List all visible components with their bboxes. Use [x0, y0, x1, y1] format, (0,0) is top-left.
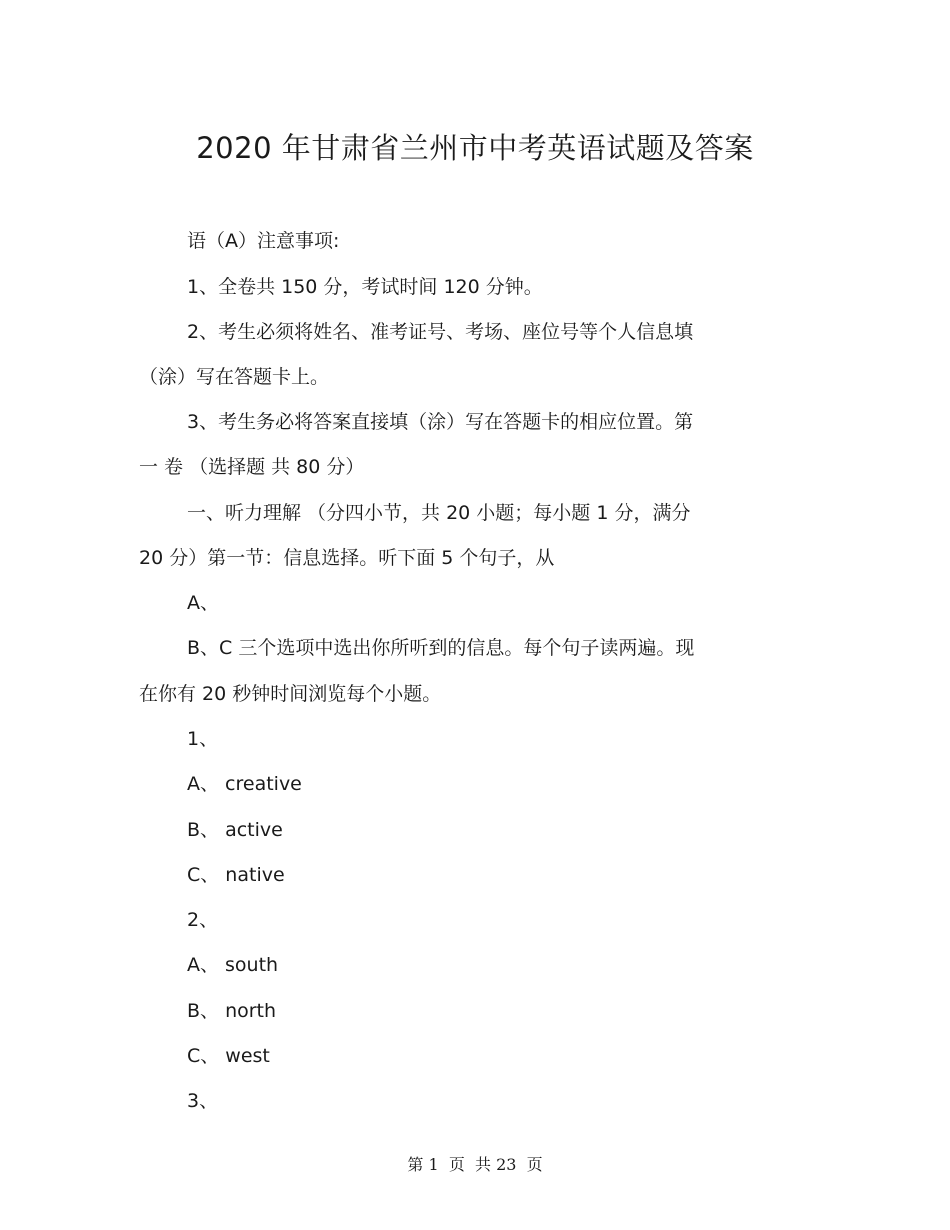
question-number-2: 2、 — [187, 909, 219, 931]
option-label-a: A、 — [187, 592, 219, 614]
listening-heading-cont: 20 分）第一节：信息选择。听下面 5 个句子，从 — [139, 547, 555, 569]
section-volume-heading: 一 卷 （选择题 共 80 分） — [139, 456, 365, 478]
question-number-1: 1、 — [187, 728, 219, 750]
instruction-text-cont: 在你有 20 秒钟时间浏览每个小题。 — [139, 683, 442, 705]
question-1-option-a: A、 creative — [187, 773, 302, 795]
question-2-option-b: B、 north — [187, 1000, 277, 1022]
page-footer: 第 1 页 共 23 页 — [407, 1155, 543, 1174]
question-1-option-b: B、 active — [187, 819, 283, 841]
notice-heading: 语（A）注意事项: — [187, 230, 340, 252]
notice-item-3: 3、考生务必将答案直接填（涂）写在答题卡的相应位置。第 — [187, 411, 694, 433]
instruction-text: B、C 三个选项中选出你所听到的信息。每个句子读两遍。现 — [187, 637, 695, 659]
question-2-option-c: C、 west — [187, 1045, 270, 1067]
document-title: 2020 年甘肃省兰州市中考英语试题及答案 — [196, 131, 754, 165]
notice-item-2: 2、考生必须将姓名、准考证号、考场、座位号等个人信息填 — [187, 321, 694, 343]
notice-item-1: 1、全卷共 150 分，考试时间 120 分钟。 — [187, 276, 543, 298]
listening-heading: 一、听力理解 （分四小节，共 20 小题；每小题 1 分，满分 — [187, 502, 691, 524]
question-number-3: 3、 — [187, 1090, 219, 1112]
question-1-option-c: C、 native — [187, 864, 285, 886]
notice-item-2-cont: （涂）写在答题卡上。 — [139, 366, 330, 388]
question-2-option-a: A、 south — [187, 954, 279, 976]
